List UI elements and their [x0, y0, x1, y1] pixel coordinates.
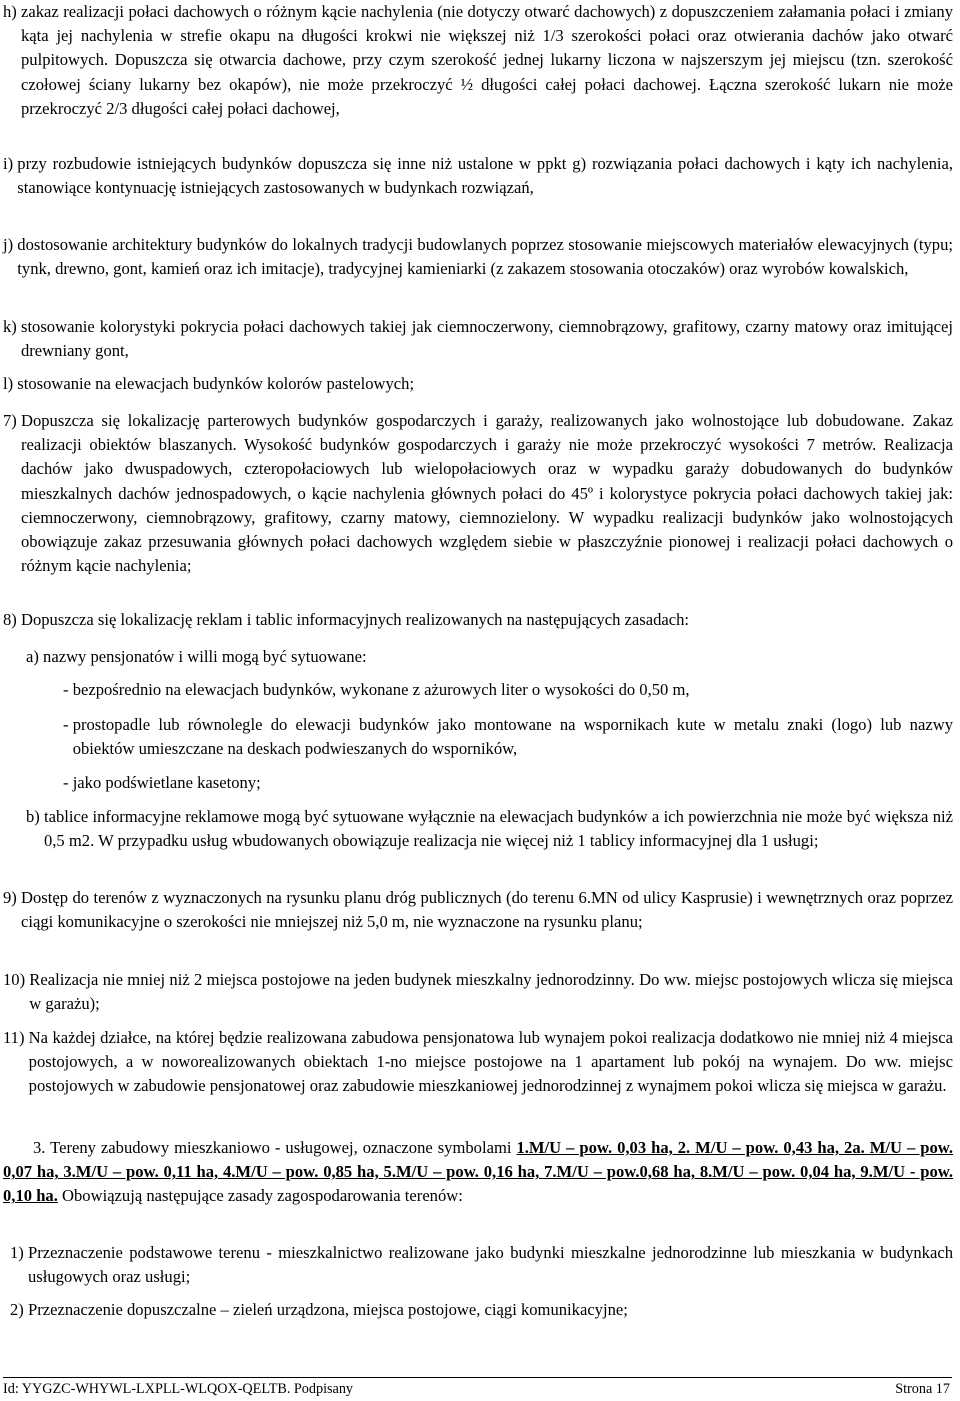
dash-item-2: [63, 713, 953, 761]
list-item-8a: [26, 645, 953, 669]
page-footer: [3, 1381, 950, 1397]
dash-marker: -: [63, 715, 73, 734]
section-3-symbols: 1.M/U – pow. 0,03 ha, 2. M/U – pow. 0,43 ha, 2a. M/U – pow. 0,07 ha, 3.M/U – pow. 0,11 ha, 4.M/U – pow. 0,85 ha, 5.M/U – pow. 0,16 ha, 7.M/U – pow.0,68 ha, 8.M/U – pow. 0,04 ha, 9.M/U - pow. 0,10 ha.: [3, 1138, 953, 1206]
list-marker: 7): [3, 411, 21, 430]
document-id: Id: YYGZC-WHYWL-LXPLL-WLQOX-QELTB. Podpisany: [3, 1381, 354, 1397]
list-item-j: [3, 233, 953, 281]
list-item-10: [3, 968, 953, 1016]
list-marker: 8): [3, 610, 21, 629]
section-3-tail: Obowiązują następujące zasady zagospodarowania terenów:: [57, 1186, 463, 1206]
list-marker: i): [3, 154, 18, 173]
list-item-k: [3, 315, 953, 363]
list-marker: j): [3, 235, 18, 254]
dash-item-1: [63, 678, 953, 702]
section-3-lead: 3. Tereny zabudowy mieszkaniowo - usługowej, oznaczone symbolami: [33, 1138, 517, 1157]
list-item-s1: [10, 1241, 953, 1289]
dash-marker: -: [63, 680, 73, 699]
list-marker: b): [26, 807, 44, 826]
list-marker: a): [26, 647, 44, 666]
list-text: Przeznaczenie podstawowe terenu - mieszkalnictwo realizowane jako budynki mieszkalne jednorodzinne lub mieszkania w budynkach usługowych oraz usługi;: [27, 1243, 953, 1287]
list-item-h: [3, 0, 953, 121]
list-item-9: [3, 886, 953, 934]
list-marker: 9): [3, 888, 21, 907]
list-text: Dopuszcza się lokalizację parterowych budynków gospodarczych i garaży, realizowanych jako wolnostojące lub dobudowane. Zakaz realizacji obiektów blaszanych. Wysokość budynków gospodarczych i garaży nie może przekroczyć wysokości 7 metrów. Realizacja dachów jako dwuspadowych, czteropołaciowych lub wielopołaciowych oraz w wypadku garaży dobudowanych do budynków mieszkalnych dachów jednospadowych, o kącie nachylenia głównych połaci do 45º i kolorystyce pokrycia połaci dachowych takiej jak: ciemnoczerwony, ciemnobrązowy, grafitowy, czarny matowy, ciemnozielony. W wypadku realizacji budynków jako wolnostojących obowiązuje zakaz przesuwania głównych połaci dachowych względem siebie w płaszczyźnie pionowej i realizacji połaci dachowych o różnym kącie nachylenia;: [20, 411, 953, 576]
list-item-11: [3, 1026, 953, 1099]
list-text: Realizacja nie mniej niż 2 miejsca postojowe na jeden budynek mieszkalny jednorodzinny. Do ww. miejsc postojowych wlicza się miejsca w garażu);: [29, 970, 953, 1014]
list-text: nazwy pensjonatów i willi mogą być sytuowane:: [43, 647, 367, 666]
list-marker: l): [3, 374, 18, 393]
dash-marker: -: [63, 773, 73, 792]
list-text: Na każdej działce, na której będzie realizowana zabudowa pensjonatowa lub wynajem pokoi realizacja dodatkowo nie mniej niż 4 miejsca postojowych, a w noworealizowanych obiektach 1-no miejsce postojowe na 1 apartament lub pokój na wynajem. Do ww. miejsc postojowych w zabudowie pensjonatowej oraz zabudowie mieszkaniowej jednorodzinnej z wynajmem pokoi wlicza się miejsca w garażu.: [28, 1028, 953, 1096]
list-marker: h): [3, 2, 21, 21]
list-text: tablice informacyjne reklamowe mogą być sytuowane wyłącznie na elewacjach budynków a ich powierzchnia nie może być większa niż 0,5 m2. W przypadku usług wbudowanych obowiązuje realizacja nie więcej niż 1 tablicy informacyjnej dla 1 usługi;: [43, 807, 953, 851]
list-item-8: [3, 608, 953, 632]
list-marker: 10): [3, 970, 30, 989]
list-text: Dostęp do terenów z wyznaczonych na rysunku planu dróg publicznych (do terenu 6.MN od ulicy Kasprusie) i wewnętrznych oraz poprzez ciągi komunikacyjne o szerokości nie mniejszej niż 5,0 m, nie wyznaczone na rysunku planu;: [20, 888, 953, 932]
list-marker: 1): [10, 1243, 28, 1262]
dash-item-3: [63, 771, 953, 795]
footer-divider: [3, 1377, 952, 1378]
list-text: dostosowanie architektury budynków do lokalnych tradycji budowlanych poprzez stosowanie miejscowych materiałów elewacyjnych (typu; tynk, drewno, gont, kamień oraz ich imitacje), tradycyjnej kamieniarki (z zakazem stosowania otoczaków) oraz wyrobów kowalskich,: [17, 235, 953, 279]
list-item-7: [3, 409, 953, 578]
list-item-l: [3, 372, 953, 396]
list-text: przy rozbudowie istniejących budynków dopuszcza się inne niż ustalone w ppkt g) rozwiązania połaci dachowych i kąty ich nachylenia, stanowiące kontynuację istniejących zastosowanych w budynkach rozwiązań,: [17, 154, 953, 198]
list-item-s2: [10, 1298, 953, 1322]
dash-text: bezpośrednio na elewacjach budynków, wykonane z ażurowych liter o wysokości do 0,50 m,: [72, 680, 690, 699]
list-marker: 2): [10, 1300, 28, 1319]
list-text: Przeznaczenie dopuszczalne – zieleń urządzona, miejsca postojowe, ciągi komunikacyjne;: [27, 1300, 628, 1319]
section-3-paragraph: [3, 1136, 953, 1209]
dash-text: jako podświetlane kasetony;: [72, 773, 261, 792]
list-item-8b: [26, 805, 953, 853]
list-item-i: [3, 152, 953, 200]
list-text: stosowanie kolorystyki pokrycia połaci dachowych takiej jak ciemnoczerwony, ciemnobrązowy, grafitowy, czarny matowy oraz imitującej drewniany gont,: [20, 317, 953, 361]
dash-text: prostopadle lub równolegle do elewacji budynków jako montowane na wspornikach kute w metalu znaki (logo) lub nazwy obiektów umieszczane na deskach podwieszanych do wsporników,: [72, 715, 953, 759]
list-marker: 11): [3, 1028, 29, 1047]
list-text: Dopuszcza się lokalizację reklam i tablic informacyjnych realizowanych na następujących zasadach:: [20, 610, 690, 629]
page-number: Strona 17: [895, 1381, 950, 1397]
list-marker: k): [3, 317, 21, 336]
list-text: stosowanie na elewacjach budynków kolorów pastelowych;: [17, 374, 415, 393]
list-text: zakaz realizacji połaci dachowych o różnym kącie nachylenia (nie dotyczy otwarć dachowych) z dopuszczeniem załamania połaci i zmiany kąta jej nachylenia w strefie okapu na długości krokwi nie większej niż 1/3 szerokości połaci oraz otwierania dachów jako otwarć pulpitowych. Dopuszcza się otwarcia dachowe, przy czym szerokość jednej lukarny liczona w najszerszym jej miejscu (tzn. szerokość czołowej ściany lukarny bez okapów), nie może przekroczyć ½ długości całej połaci dachowej. Łączna szerokość lukarn nie może przekroczyć 2/3 długości całej połaci dachowej,: [20, 2, 953, 118]
